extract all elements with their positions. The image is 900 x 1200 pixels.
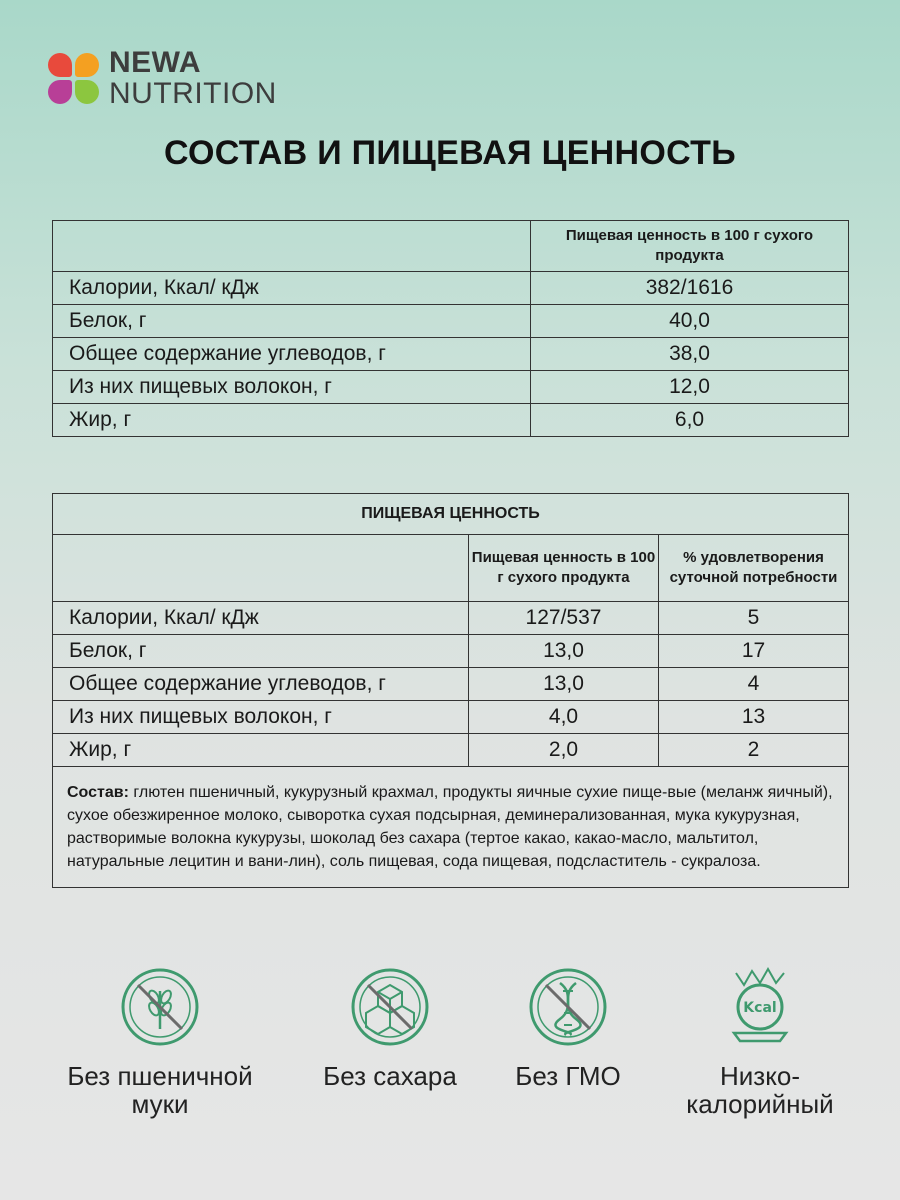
table-cell: 13,0 xyxy=(469,668,659,701)
table-cell: 13,0 xyxy=(469,635,659,668)
composition-label: Состав: xyxy=(67,784,129,801)
table-row xyxy=(53,272,849,305)
table-caption-row xyxy=(53,494,849,535)
table-header-cell: Пищевая ценность в 100 г сухого продукта xyxy=(469,535,659,602)
nutrition-table-dry xyxy=(52,220,849,437)
table-header-cell xyxy=(53,535,469,602)
table-cell: Калории, Ккал/ кДж xyxy=(53,602,469,635)
table-cell: 6,0 xyxy=(531,404,849,437)
table-row xyxy=(53,602,849,635)
table-cell: Жир, г xyxy=(53,404,531,437)
table-caption: ПИЩЕВАЯ ЦЕННОСТЬ xyxy=(53,494,849,535)
brand-logo xyxy=(48,48,277,109)
table-cell: 2 xyxy=(659,734,849,767)
table-cell: Общее содержание углеводов, г xyxy=(53,668,469,701)
table-header-row xyxy=(53,535,849,602)
table-header-cell xyxy=(53,221,531,272)
table-cell: Белок, г xyxy=(53,635,469,668)
table-row xyxy=(53,338,849,371)
logo-petals-icon xyxy=(48,53,99,104)
logo-sub: NUTRITION xyxy=(109,77,277,110)
nutrition-table-serving xyxy=(52,493,849,888)
no-gmo-icon xyxy=(526,965,610,1049)
composition-row xyxy=(53,767,849,888)
feature-label: Без сахара xyxy=(323,1061,457,1091)
composition-text: глютен пшеничный, кукурузный крахмал, продукты яичные сухие пище-вые (меланж яичный), сухое обезжиренное молоко, сыворотка сухая подсырная, деминерализованная, мука кукурузная, растворимые волокна кукурузы, шоколад без сахара (тертое какао, какао-масло, мальтитол, натуральные лецитин и вани-лин), соль пищевая, сода пищевая, подсластитель - сукралоза. xyxy=(67,784,833,870)
table-cell: 13 xyxy=(659,701,849,734)
table-row xyxy=(53,404,849,437)
table-cell: 12,0 xyxy=(531,371,849,404)
table-row xyxy=(53,734,849,767)
table-cell: 4 xyxy=(659,668,849,701)
composition-cell xyxy=(53,767,849,888)
table-cell: 2,0 xyxy=(469,734,659,767)
table-cell: 5 xyxy=(659,602,849,635)
table-cell: 40,0 xyxy=(531,305,849,338)
feature-low-calorie xyxy=(660,965,860,1118)
kcal-icon xyxy=(718,965,802,1049)
feature-label: Без ГМО xyxy=(515,1061,621,1091)
table-cell: Белок, г xyxy=(53,305,531,338)
no-sugar-icon xyxy=(348,965,432,1049)
table-row xyxy=(53,668,849,701)
logo-brand: NEWA xyxy=(109,46,201,79)
feature-no-sugar xyxy=(305,965,475,1090)
table-header-row xyxy=(53,221,849,272)
feature-label: Низко- калорийный xyxy=(686,1061,834,1119)
table-cell: 17 xyxy=(659,635,849,668)
table-header-cell: % удовлетворения суточной потребности xyxy=(659,535,849,602)
table-cell: 38,0 xyxy=(531,338,849,371)
table-row xyxy=(53,371,849,404)
feature-no-gmo xyxy=(488,965,648,1090)
no-wheat-icon xyxy=(118,965,202,1049)
table-cell: 4,0 xyxy=(469,701,659,734)
table-header-cell: Пищевая ценность в 100 г сухого продукта xyxy=(531,221,849,272)
table-cell: Из них пищевых волокон, г xyxy=(53,371,531,404)
page-title: СОСТАВ И ПИЩЕВАЯ ЦЕННОСТЬ xyxy=(164,134,736,172)
table-row xyxy=(53,635,849,668)
svg-text:Kcal: Kcal xyxy=(743,1000,777,1016)
table-cell: Общее содержание углеводов, г xyxy=(53,338,531,371)
table-cell: 382/1616 xyxy=(531,272,849,305)
table-cell: Жир, г xyxy=(53,734,469,767)
table-cell: 127/537 xyxy=(469,602,659,635)
table-cell: Калории, Ккал/ кДж xyxy=(53,272,531,305)
table-row xyxy=(53,701,849,734)
table-row xyxy=(53,305,849,338)
table-cell: Из них пищевых волокон, г xyxy=(53,701,469,734)
feature-label: Без пшеничной муки xyxy=(67,1061,253,1119)
feature-no-wheat xyxy=(45,965,275,1118)
